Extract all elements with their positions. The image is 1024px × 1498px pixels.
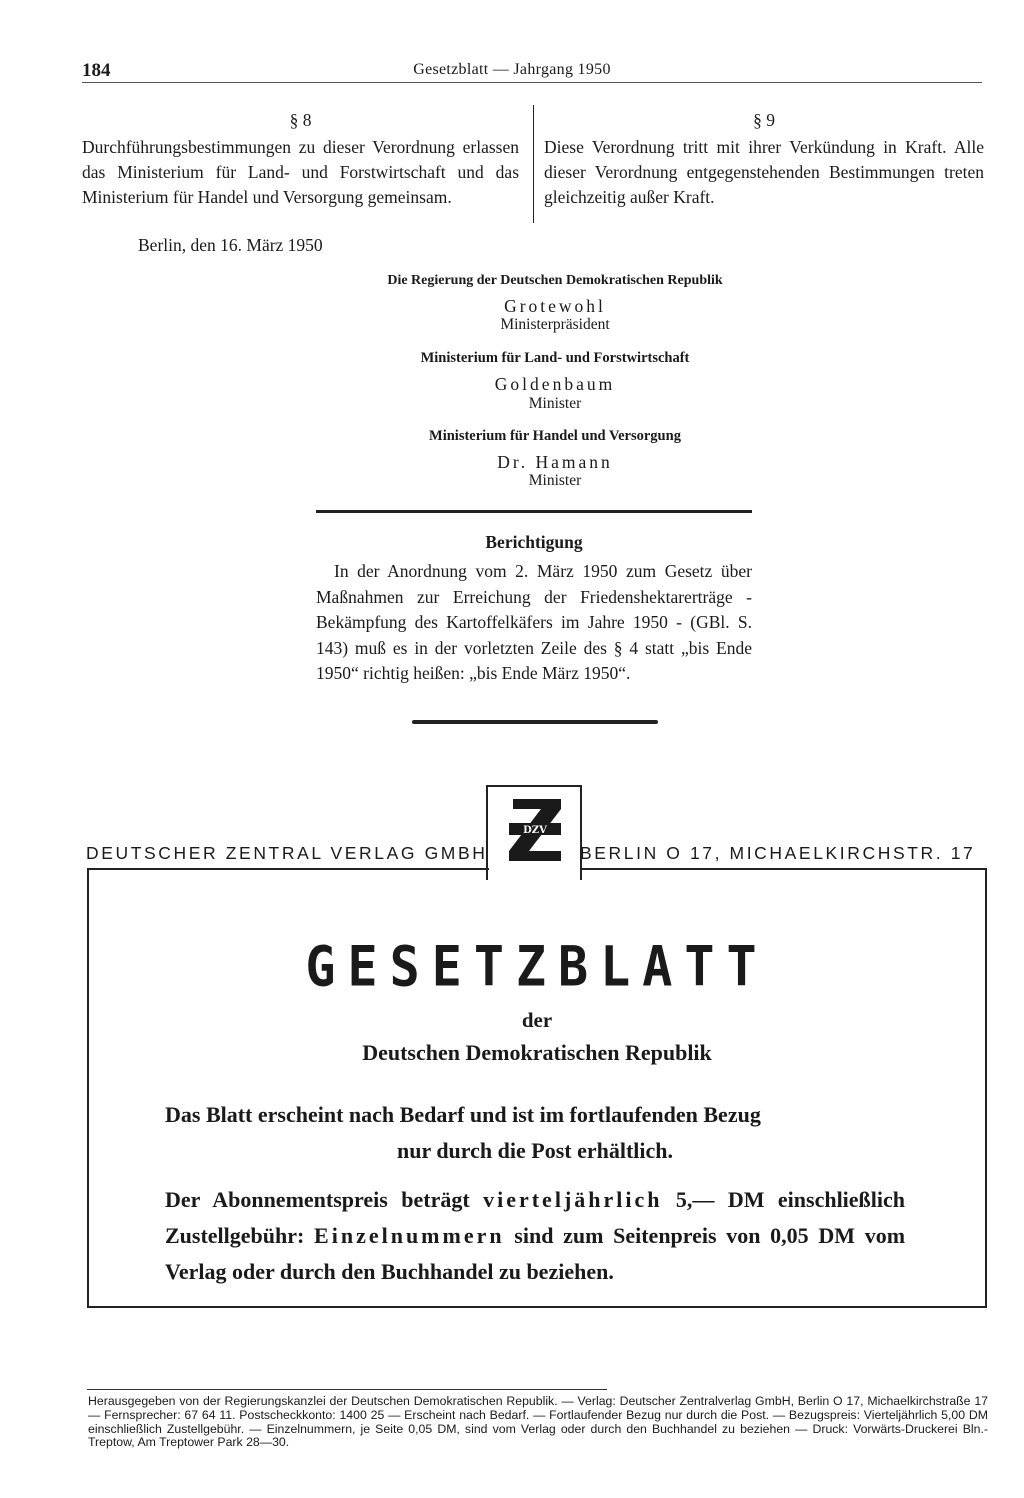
advert-p2-single-issues: Einzelnummern (314, 1223, 505, 1248)
advert-p1-line2 (165, 1133, 905, 1169)
section-8 (82, 108, 519, 210)
header-rule (82, 82, 982, 83)
advert-title: GESETZBLATT (305, 935, 769, 999)
place-date: Berlin, den 16. März 1950 (138, 235, 323, 255)
ministry-title-2: Ministerium für Handel und Versorgung (429, 428, 681, 444)
column-divider (533, 105, 534, 223)
signatory-role-3: Minister (528, 472, 582, 489)
advert-der: der (521, 1008, 553, 1032)
advert-republic: Deutschen Demokratischen Republik (362, 1040, 712, 1065)
advert-p2-e: sind zum Seitenpreis von 0,05 DM vom Verlag oder durch den Buchhandel zu beziehen. (165, 1223, 906, 1284)
publisher-name: DEUTSCHER ZENTRAL VERLAG GMBH (86, 843, 488, 863)
running-title: Gesetzblatt — Jahrgang 1950 (413, 61, 611, 78)
publisher-address: BERLIN O 17, MICHAELKIRCHSTR. 17 (580, 843, 976, 863)
closing-rule (412, 720, 658, 724)
correction-text: In der Anordnung vom 2. März 1950 zum Gesetz über Maßnahmen zur Erreichung der Friedenshektarerträge - Bekämpfung des Kartoffelkäfers im Jahre 1950 - (GBl. S. 143) muß es in der vorletzten Zeile des § 4 statt „bis Ende 1950“ richtig heißen: „bis Ende März 1950“. (316, 561, 752, 683)
advert-p1-rest: durch die Post erhältlich. (436, 1138, 674, 1163)
signatory-name-2: Goldenbaum (494, 374, 616, 394)
section-9-text: Diese Verordnung tritt mit ihrer Verkündung in Kraft. Alle dieser Verordnung entgegenstehenden Bestimmungen treten gleichzeitig außer Kraft. (544, 137, 984, 207)
signatory-role-1: Ministerpräsident (500, 316, 610, 333)
section-rule (316, 510, 752, 513)
advert-p2-c: 5,— DM einschließlich Zustellgebühr: (165, 1187, 906, 1248)
signatory-role-2: Minister (528, 395, 582, 412)
advert-paragraph-1 (165, 1097, 905, 1169)
section-9-heading: § 9 (753, 110, 775, 130)
advert-paragraph-2 (165, 1182, 905, 1290)
logo-letters: DZV (523, 825, 547, 836)
government-title: Die Regierung der Deutschen Demokratischen Republik (387, 273, 723, 288)
section-8-heading: § 8 (289, 110, 312, 130)
section-9 (544, 108, 984, 210)
imprint-text: Herausgegeben von der Regierungskanzlei der Deutschen Demokratischen Republik. — Verlag: Deutscher Zentralverlag GmbH, Berlin O 17, Michaelkirchstraße 17 — Fernsprecher: 67 64 11. Postscheckkonto: 1400 25 — Erscheint nach Bedarf. — Fortlaufender Bezug nur durch die Post. — Bezugspreis: Vierteljährlich 5,00 DM einschließlich Zustellgebühr. — Einzelnummern, je Seite 0,05 DM, sind vom Verlag oder durch den Buchhandel zu beziehen — Druck: Vorwärts-Druckerei Bln.-Treptow, Am Treptower Park 28—30. (88, 1394, 988, 1450)
advert-p2-a: Der Abonnementspreis beträgt (165, 1187, 470, 1212)
correction-heading: Berichtigung (485, 532, 583, 552)
imprint-rule (87, 1389, 607, 1390)
ministry-title-1: Ministerium für Land- und Forstwirtschaft (420, 350, 690, 366)
signatory-name-3: Dr. Hamann (497, 452, 613, 472)
advert-p1-nur: nur (396, 1138, 431, 1163)
advert-p1-line1: Das Blatt erscheint nach Bedarf und ist im fortlaufenden Bezug (165, 1102, 761, 1127)
signatory-name-1: Grotewohl (504, 296, 606, 316)
page-number: 184 (82, 60, 111, 81)
section-8-text: Durchführungsbestimmungen zu dieser Verordnung erlassen das Ministerium für Land- und Forstwirtschaft und das Ministerium für Handel und Versorgung gemeinsam. (82, 137, 519, 207)
dzv-logo-icon (505, 795, 565, 865)
advert-p2-quarterly: vierteljährlich (483, 1187, 663, 1212)
